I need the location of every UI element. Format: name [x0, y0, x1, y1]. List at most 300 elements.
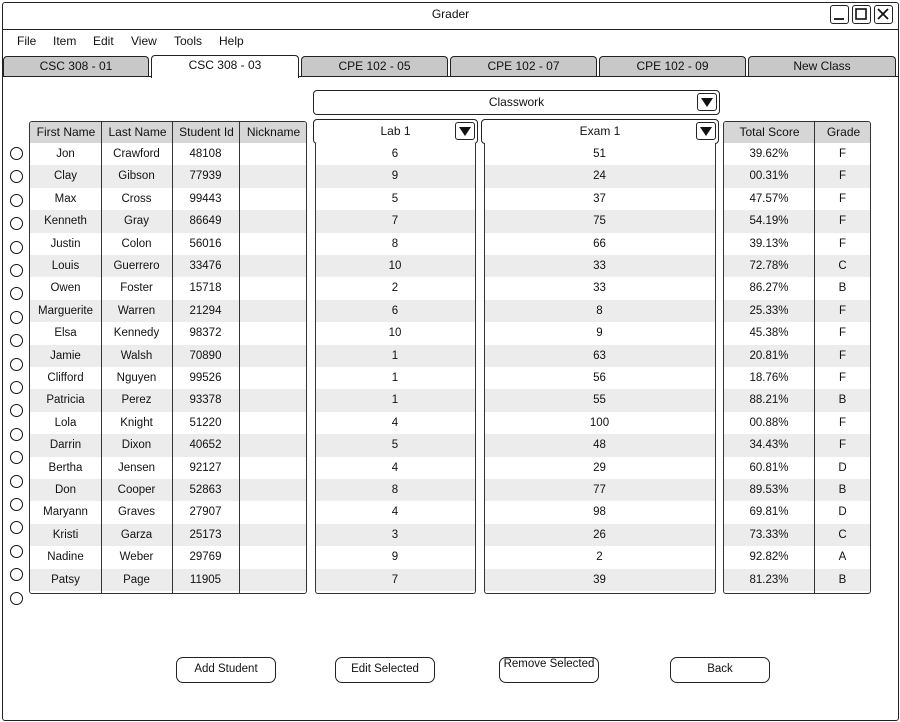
table-row[interactable] [724, 457, 870, 479]
grade-cell: A [838, 551, 847, 564]
table-row[interactable] [316, 434, 475, 456]
table-row[interactable] [724, 233, 870, 255]
table-row[interactable] [485, 389, 715, 411]
table-row[interactable] [485, 143, 715, 165]
grade-cell: B [838, 573, 847, 586]
first-name-cell: Patsy [51, 573, 80, 586]
table-row[interactable] [316, 501, 475, 523]
table-row[interactable] [485, 412, 715, 434]
grade-cell: D [838, 461, 847, 474]
lab-score-cell[interactable]: 4 [391, 506, 399, 519]
table-row[interactable] [30, 345, 306, 367]
row-select-radio[interactable] [10, 147, 23, 160]
table-row[interactable] [316, 188, 475, 210]
lab-score-cell[interactable]: 10 [388, 327, 402, 340]
chevron-down-icon[interactable] [455, 122, 475, 140]
last-name-cell: Nguyen [116, 372, 157, 384]
student-id-cell: 29769 [189, 551, 222, 564]
grade-cell: F [838, 148, 847, 160]
exam-score-cell[interactable]: 66 [593, 237, 606, 250]
table-row[interactable] [485, 457, 715, 479]
table-row[interactable] [724, 479, 870, 501]
total-score-cell: 39.13% [749, 237, 789, 250]
table-row[interactable] [316, 479, 475, 501]
student-id-cell: 48108 [189, 148, 222, 160]
table-row[interactable] [316, 345, 475, 367]
exam-score-cell[interactable]: 63 [593, 349, 606, 362]
table-row[interactable] [316, 546, 475, 568]
table-row[interactable] [316, 389, 475, 411]
grade-cell: B [838, 282, 847, 295]
column-divider [172, 122, 173, 593]
back-button[interactable]: Back [670, 657, 770, 683]
nickname-cell [239, 479, 306, 501]
window-title: Grader [431, 7, 470, 21]
table-row[interactable] [30, 479, 306, 501]
col-header-total-score[interactable]: Total Score [724, 122, 815, 143]
first-name-cell: Nadine [47, 551, 84, 564]
grade-cell: F [838, 349, 847, 362]
score-table [723, 121, 871, 594]
category-dropdown-value: Classwork [488, 95, 545, 109]
table-row[interactable] [485, 524, 715, 546]
student-id-cell: 86649 [189, 215, 222, 228]
lab-score-cell[interactable]: 5 [391, 192, 399, 205]
last-name-cell: Knight [120, 416, 153, 429]
close-button[interactable] [874, 5, 893, 24]
table-row[interactable] [724, 300, 870, 322]
nickname-cell [239, 188, 306, 210]
grade-cell: D [838, 506, 847, 519]
table-row[interactable] [724, 546, 870, 568]
table-row[interactable] [30, 300, 306, 322]
first-name-cell: Elsa [54, 327, 77, 340]
first-name-cell: Owen [50, 282, 81, 295]
first-name-cell: Clifford [47, 372, 84, 384]
table-row[interactable] [30, 569, 306, 591]
total-score-cell: 00.88% [749, 416, 789, 429]
row-select-radio[interactable] [10, 241, 23, 254]
lab-score-cell[interactable]: 10 [388, 260, 402, 272]
nickname-cell [239, 233, 306, 255]
student-id-cell: 33476 [189, 260, 222, 272]
exam-score-cell[interactable]: 8 [596, 304, 603, 317]
grade-cell: F [838, 327, 847, 340]
menu-file[interactable]: File [17, 34, 37, 48]
last-name-cell: Walsh [120, 349, 153, 362]
table-row[interactable] [485, 188, 715, 210]
assignment-dropdown-exam[interactable] [481, 119, 719, 144]
first-name-cell: Kenneth [44, 215, 87, 228]
last-name-cell: Page [123, 573, 150, 586]
add-student-button[interactable]: Add Student [176, 657, 276, 683]
student-id-cell: 11905 [189, 573, 222, 586]
first-name-cell: Kristi [52, 528, 79, 541]
student-id-cell: 56016 [189, 237, 222, 250]
table-row[interactable] [724, 210, 870, 232]
student-id-cell: 52863 [189, 484, 222, 496]
exam-score-cell[interactable]: 51 [593, 148, 606, 160]
first-name-cell: Marguerite [38, 304, 93, 317]
table-row[interactable] [724, 255, 870, 277]
lab-score-cell[interactable]: 1 [391, 349, 399, 362]
table-row[interactable] [724, 277, 870, 299]
minimize-button[interactable] [830, 5, 849, 24]
last-name-cell: Jensen [117, 461, 156, 474]
student-id-cell: 98372 [189, 327, 222, 340]
total-score-cell: 47.57% [749, 192, 789, 205]
first-name-cell: Lola [54, 416, 77, 429]
close-icon [875, 6, 891, 22]
table-row[interactable] [316, 210, 475, 232]
table-row[interactable] [30, 188, 306, 210]
chevron-down-icon[interactable] [696, 122, 716, 140]
lab-score-cell[interactable]: 7 [391, 573, 399, 586]
total-score-cell: 72.78% [749, 260, 789, 272]
table-row[interactable] [316, 300, 475, 322]
exam-score-cell[interactable]: 77 [593, 484, 606, 496]
table-row[interactable] [30, 457, 306, 479]
table-row[interactable] [30, 165, 306, 187]
nickname-cell [239, 277, 306, 299]
table-row[interactable] [485, 322, 715, 344]
student-id-cell: 21294 [189, 304, 222, 317]
total-score-cell: 25.33% [749, 304, 789, 317]
grade-cell: B [838, 394, 847, 407]
table-row[interactable] [724, 389, 870, 411]
grade-cell: F [838, 372, 847, 384]
table-row[interactable] [30, 233, 306, 255]
first-name-cell: Don [54, 484, 77, 496]
total-score-cell: 89.53% [749, 484, 789, 496]
nickname-cell [239, 165, 306, 187]
total-score-cell: 86.27% [749, 282, 789, 295]
table-row[interactable] [30, 412, 306, 434]
menu-view[interactable]: View [131, 34, 157, 48]
table-row[interactable] [30, 322, 306, 344]
table-row[interactable] [485, 255, 715, 277]
lab-scores-column [315, 143, 476, 594]
exam-score-cell[interactable]: 39 [593, 573, 606, 586]
grade-cell: C [838, 528, 847, 541]
first-name-cell: Jon [56, 148, 75, 160]
table-row[interactable] [30, 255, 306, 277]
nickname-cell [239, 345, 306, 367]
total-score-cell: 20.81% [749, 349, 789, 362]
exam-score-cell[interactable]: 56 [593, 372, 606, 384]
exam-score-cell[interactable]: 2 [596, 551, 603, 564]
table-row[interactable] [30, 501, 306, 523]
first-name-cell: Jamie [50, 349, 81, 362]
exam-scores-column [484, 143, 716, 594]
lab-score-cell[interactable]: 6 [391, 304, 399, 317]
lab-score-cell[interactable]: 8 [391, 237, 399, 250]
last-name-cell: Perez [121, 394, 152, 407]
nickname-cell [239, 143, 306, 165]
nickname-cell [239, 524, 306, 546]
table-row[interactable] [724, 165, 870, 187]
table-row[interactable] [485, 546, 715, 568]
table-row[interactable] [316, 524, 475, 546]
exam-score-cell[interactable]: 37 [593, 192, 606, 205]
table-row[interactable] [316, 143, 475, 165]
student-id-cell: 77939 [189, 170, 222, 183]
exam-score-cell[interactable]: 9 [596, 327, 603, 340]
lab-score-cell[interactable]: 1 [391, 394, 399, 407]
total-score-cell: 88.21% [749, 394, 789, 407]
table-row[interactable] [316, 367, 475, 389]
nickname-cell [239, 255, 306, 277]
table-row[interactable] [485, 569, 715, 591]
table-row[interactable] [724, 188, 870, 210]
last-name-cell: Garza [120, 528, 153, 541]
first-name-cell: Bertha [48, 461, 83, 474]
total-score-cell: 81.23% [749, 573, 789, 586]
first-name-cell: Darrin [49, 439, 82, 452]
table-row[interactable] [30, 277, 306, 299]
table-row[interactable] [724, 143, 870, 165]
tab-cpe102-09[interactable]: CPE 102 - 09 [599, 56, 746, 77]
last-name-cell: Warren [117, 304, 156, 317]
menu-edit[interactable]: Edit [93, 34, 114, 48]
row-select-radio[interactable] [10, 311, 23, 324]
column-divider [101, 122, 102, 593]
last-name-cell: Kennedy [113, 327, 160, 340]
nickname-cell [239, 367, 306, 389]
minimize-icon [831, 6, 847, 22]
assignment-dropdown-lab[interactable] [313, 119, 478, 144]
table-row[interactable] [316, 569, 475, 591]
table-row[interactable] [485, 300, 715, 322]
total-score-cell: 18.76% [749, 372, 789, 384]
nickname-cell [239, 546, 306, 568]
table-row[interactable] [316, 412, 475, 434]
row-select-radio[interactable] [10, 545, 23, 558]
last-name-cell: Cooper [117, 484, 156, 496]
lab-score-cell[interactable]: 7 [391, 215, 399, 228]
student-id-cell: 99526 [189, 372, 222, 384]
total-score-cell: 73.33% [749, 528, 789, 541]
col-header-last-name[interactable]: Last Name [102, 122, 173, 143]
first-name-cell: Maryann [43, 506, 88, 519]
table-row[interactable] [724, 524, 870, 546]
total-score-cell: 39.62% [749, 148, 789, 160]
lab-score-cell[interactable]: 3 [391, 528, 399, 541]
exam-score-cell[interactable]: 24 [593, 170, 606, 183]
nickname-cell [239, 389, 306, 411]
grade-cell: F [838, 215, 847, 228]
grade-cell: F [838, 170, 847, 183]
remove-selected-button[interactable]: Remove Selected [499, 657, 599, 683]
menu-tools[interactable]: Tools [174, 34, 203, 48]
lab-score-cell[interactable]: 8 [391, 484, 399, 496]
last-name-cell: Crawford [113, 148, 160, 160]
table-row[interactable] [30, 210, 306, 232]
exam-score-cell[interactable]: 100 [589, 416, 610, 429]
table-row[interactable] [30, 143, 306, 165]
last-name-cell: Cross [121, 192, 152, 205]
table-row[interactable] [485, 345, 715, 367]
exam-score-cell[interactable]: 98 [593, 506, 606, 519]
table-row[interactable] [724, 367, 870, 389]
col-header-first-name[interactable]: First Name [30, 122, 102, 143]
total-score-cell: 69.81% [749, 506, 789, 519]
tab-cpe102-07[interactable]: CPE 102 - 07 [450, 56, 597, 77]
lab-score-cell[interactable]: 4 [391, 416, 399, 429]
menu-item[interactable]: Item [53, 34, 77, 48]
lab-score-cell[interactable]: 9 [391, 170, 399, 183]
grade-cell: F [838, 416, 847, 429]
table-row[interactable] [485, 277, 715, 299]
table-row[interactable] [485, 233, 715, 255]
last-name-cell: Colon [121, 237, 152, 250]
first-name-cell: Justin [50, 237, 81, 250]
exam-score-cell[interactable]: 33 [593, 260, 606, 272]
student-id-cell: 70890 [189, 349, 222, 362]
student-id-cell: 99443 [189, 192, 222, 205]
last-name-cell: Weber [119, 551, 154, 564]
grade-cell: F [838, 304, 847, 317]
table-row[interactable] [316, 277, 475, 299]
table-row[interactable] [316, 255, 475, 277]
last-name-cell: Dixon [121, 439, 152, 452]
table-row[interactable] [485, 479, 715, 501]
lab-score-cell[interactable]: 4 [391, 461, 399, 474]
last-name-cell: Gray [124, 215, 149, 228]
lab-dropdown-value: Lab 1 [380, 124, 411, 138]
maximize-button[interactable] [852, 5, 871, 24]
tab-cpe102-05[interactable]: CPE 102 - 05 [301, 56, 448, 77]
table-row[interactable] [724, 569, 870, 591]
student-table [29, 121, 307, 594]
student-id-cell: 92127 [189, 461, 222, 474]
first-name-cell: Patricia [46, 394, 85, 407]
col-header-nickname[interactable]: Nickname [240, 122, 307, 143]
table-row[interactable] [30, 524, 306, 546]
student-id-cell: 51220 [189, 416, 222, 429]
grade-cell: F [838, 237, 847, 250]
lab-score-cell[interactable]: 9 [391, 551, 399, 564]
tab-new-class[interactable]: New Class [748, 56, 896, 77]
nickname-cell [239, 300, 306, 322]
student-id-cell: 15718 [189, 282, 222, 295]
student-id-cell: 25173 [189, 528, 222, 541]
maximize-icon [853, 6, 869, 22]
col-header-student-id[interactable]: Student Id [173, 122, 240, 143]
grade-cell: F [838, 439, 847, 452]
grade-cell: C [838, 260, 847, 272]
table-row[interactable] [724, 434, 870, 456]
nickname-cell [239, 457, 306, 479]
total-score-cell: 60.81% [749, 461, 789, 474]
edit-selected-button[interactable]: Edit Selected [335, 657, 435, 683]
row-select-radio[interactable] [10, 475, 23, 488]
exam-score-cell[interactable]: 33 [593, 282, 606, 295]
exam-score-cell[interactable]: 48 [593, 439, 606, 452]
table-row[interactable] [485, 165, 715, 187]
nickname-cell [239, 412, 306, 434]
column-divider [239, 122, 240, 593]
row-select-radio[interactable] [10, 428, 23, 441]
tab-divider [3, 76, 898, 77]
table-row[interactable] [724, 501, 870, 523]
last-name-cell: Gibson [118, 170, 155, 183]
table-row[interactable] [316, 457, 475, 479]
table-row[interactable] [30, 434, 306, 456]
chevron-down-icon[interactable] [697, 93, 717, 111]
column-divider [814, 122, 815, 593]
exam-score-cell[interactable]: 75 [593, 215, 606, 228]
table-row[interactable] [30, 389, 306, 411]
tab-csc308-03[interactable]: CSC 308 - 03 [151, 55, 299, 78]
row-select-radio[interactable] [10, 264, 23, 277]
lab-score-cell[interactable]: 2 [391, 282, 399, 295]
total-score-cell: 34.43% [749, 439, 789, 452]
grade-cell: B [838, 484, 847, 496]
table-row[interactable] [485, 501, 715, 523]
total-score-cell: 00.31% [749, 170, 789, 183]
table-row[interactable] [316, 165, 475, 187]
last-name-cell: Guerrero [113, 260, 160, 272]
nickname-cell [239, 501, 306, 523]
row-select-radio[interactable] [10, 194, 23, 207]
category-dropdown[interactable] [313, 90, 720, 115]
first-name-cell: Max [54, 192, 77, 205]
table-row[interactable] [724, 345, 870, 367]
table-row[interactable] [30, 367, 306, 389]
first-name-cell: Louis [51, 260, 80, 272]
last-name-cell: Foster [120, 282, 153, 295]
menu-help[interactable]: Help [219, 34, 244, 48]
nickname-cell [239, 210, 306, 232]
lab-score-cell[interactable]: 1 [391, 372, 399, 384]
nickname-cell [239, 434, 306, 456]
total-score-cell: 45.38% [749, 327, 789, 340]
row-select-radio[interactable] [10, 381, 23, 394]
table-row[interactable] [485, 367, 715, 389]
exam-score-cell[interactable]: 29 [593, 461, 606, 474]
table-row[interactable] [316, 322, 475, 344]
nickname-cell [239, 569, 306, 591]
table-row[interactable] [316, 233, 475, 255]
col-header-grade[interactable]: Grade [815, 122, 871, 143]
nickname-cell [239, 322, 306, 344]
grade-cell: F [838, 192, 847, 205]
first-name-cell: Clay [53, 170, 77, 183]
lab-score-cell[interactable]: 6 [391, 148, 399, 160]
exam-score-cell[interactable]: 55 [593, 394, 606, 407]
row-select-radio[interactable] [10, 358, 23, 371]
tab-csc308-01[interactable]: CSC 308 - 01 [3, 56, 149, 77]
exam-dropdown-value: Exam 1 [579, 124, 621, 138]
row-select-radio[interactable] [10, 498, 23, 511]
table-row[interactable] [724, 322, 870, 344]
table-row[interactable] [30, 546, 306, 568]
total-score-cell: 54.19% [749, 215, 789, 228]
table-row[interactable] [485, 210, 715, 232]
title-bar [3, 3, 898, 30]
lab-score-cell[interactable]: 5 [391, 439, 399, 452]
exam-score-cell[interactable]: 26 [593, 528, 606, 541]
table-row[interactable] [485, 434, 715, 456]
table-row[interactable] [724, 412, 870, 434]
student-id-cell: 27907 [189, 506, 222, 519]
student-id-cell: 40652 [189, 439, 222, 452]
total-score-cell: 92.82% [749, 551, 789, 564]
student-id-cell: 93378 [189, 394, 222, 407]
row-select-radio[interactable] [10, 592, 23, 605]
last-name-cell: Graves [117, 506, 156, 519]
